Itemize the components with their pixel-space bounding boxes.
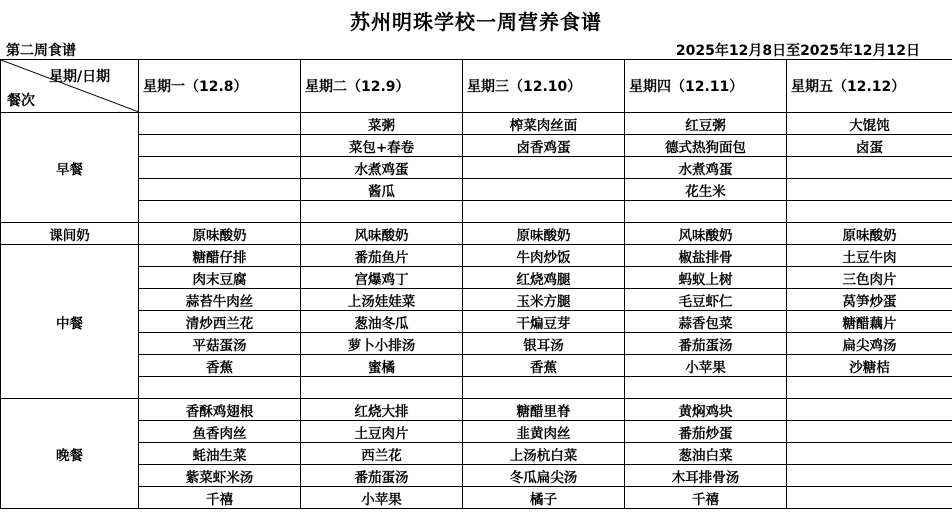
- dinner-dish-fri: [787, 443, 952, 465]
- breakfast-dish-fri: 卤蛋: [787, 135, 952, 157]
- dinner-dish-fri: [787, 487, 952, 509]
- lunch-row: [1, 355, 952, 377]
- lunch-dish-thu: 蒜香包菜: [625, 311, 787, 333]
- milk-dish-fri: 原味酸奶: [787, 223, 952, 245]
- lunch-dish-thu: [625, 377, 787, 399]
- lunch-dish-mon: 清炒西兰花: [139, 311, 301, 333]
- lunch-dish-fri: 三色肉片: [787, 267, 952, 289]
- milk-row: [1, 223, 952, 245]
- dinner-row: [1, 487, 952, 509]
- lunch-dish-tue: 番茄鱼片: [301, 245, 463, 267]
- dinner-dish-fri: [787, 399, 952, 421]
- lunch-dish-wed: 干煸豆芽: [463, 311, 625, 333]
- lunch-dish-fri: 土豆牛肉: [787, 245, 952, 267]
- dinner-dish-tue: 番茄蛋汤: [301, 465, 463, 487]
- dinner-dish-tue: 小苹果: [301, 487, 463, 509]
- lunch-dish-tue: 葱油冬瓜: [301, 311, 463, 333]
- breakfast-dish-tue: 水煮鸡蛋: [301, 157, 463, 179]
- lunch-dish-thu: 椒盐排骨: [625, 245, 787, 267]
- dinner-dish-mon: 香酥鸡翅根: [139, 399, 301, 421]
- breakfast-dish-fri: [787, 179, 952, 201]
- day-header-thu: 星期四（12.11）: [625, 60, 787, 113]
- breakfast-dish-tue: 酱瓜: [301, 179, 463, 201]
- milk-label: 课间奶: [1, 223, 139, 245]
- dinner-dish-wed: 冬瓜扁尖汤: [463, 465, 625, 487]
- lunch-dish-tue: [301, 377, 463, 399]
- day-header-fri: 星期五（12.12）: [787, 60, 952, 113]
- dinner-dish-tue: 红烧大排: [301, 399, 463, 421]
- breakfast-dish-wed: [463, 201, 625, 223]
- breakfast-dish-mon: [139, 113, 301, 135]
- breakfast-dish-tue: 菜包+春卷: [301, 135, 463, 157]
- dinner-dish-fri: [787, 421, 952, 443]
- lunch-dish-tue: 宫爆鸡丁: [301, 267, 463, 289]
- day-axis-label: 星期/日期: [49, 69, 111, 85]
- lunch-dish-mon: 蒜苔牛肉丝: [139, 289, 301, 311]
- breakfast-dish-thu: 红豆粥: [625, 113, 787, 135]
- lunch-dish-wed: 玉米方腿: [463, 289, 625, 311]
- dinner-dish-tue: 西兰花: [301, 443, 463, 465]
- lunch-row: [1, 245, 952, 267]
- dinner-dish-wed: 上汤杭白菜: [463, 443, 625, 465]
- lunch-dish-tue: 蜜橘: [301, 355, 463, 377]
- lunch-dish-wed: [463, 377, 625, 399]
- dinner-dish-thu: 木耳排骨汤: [625, 465, 787, 487]
- lunch-dish-thu: 毛豆虾仁: [625, 289, 787, 311]
- breakfast-dish-fri: [787, 201, 952, 223]
- breakfast-dish-thu: 德式热狗面包: [625, 135, 787, 157]
- breakfast-dish-thu: 花生米: [625, 179, 787, 201]
- lunch-dish-fri: [787, 377, 952, 399]
- dinner-dish-mon: 千禧: [139, 487, 301, 509]
- breakfast-row: [1, 179, 952, 201]
- page-title: 苏州明珠学校一周营养食谱: [350, 10, 602, 34]
- lunch-dish-mon: 平菇蛋汤: [139, 333, 301, 355]
- lunch-row: [1, 267, 952, 289]
- dinner-dish-mon: 蚝油生菜: [139, 443, 301, 465]
- lunch-dish-wed: 红烧鸡腿: [463, 267, 625, 289]
- lunch-dish-fri: 沙糖桔: [787, 355, 952, 377]
- lunch-dish-wed: 银耳汤: [463, 333, 625, 355]
- breakfast-dish-thu: 水煮鸡蛋: [625, 157, 787, 179]
- dinner-label: 晚餐: [1, 399, 139, 509]
- breakfast-dish-mon: [139, 201, 301, 223]
- breakfast-dish-wed: [463, 157, 625, 179]
- dinner-row: [1, 421, 952, 443]
- lunch-row: [1, 377, 952, 399]
- lunch-row: [1, 289, 952, 311]
- lunch-label: 中餐: [1, 245, 139, 399]
- breakfast-dish-mon: [139, 135, 301, 157]
- day-header-tue: 星期二（12.9）: [301, 60, 463, 113]
- week-label: 第二周食谱: [6, 43, 76, 59]
- lunch-dish-tue: 上汤娃娃菜: [301, 289, 463, 311]
- dinner-dish-wed: 韭黄肉丝: [463, 421, 625, 443]
- dinner-dish-mon: 紫菜虾米汤: [139, 465, 301, 487]
- dinner-dish-thu: 黄焖鸡块: [625, 399, 787, 421]
- meal-axis-label: 餐次: [7, 93, 35, 109]
- dinner-dish-mon: 鱼香肉丝: [139, 421, 301, 443]
- dinner-dish-tue: 土豆肉片: [301, 421, 463, 443]
- date-range: 2025年12月8日至2025年12月12日: [675, 43, 920, 59]
- breakfast-dish-tue: 菜粥: [301, 113, 463, 135]
- breakfast-dish-thu: [625, 201, 787, 223]
- breakfast-dish-mon: [139, 179, 301, 201]
- dinner-dish-fri: [787, 465, 952, 487]
- lunch-dish-wed: 香蕉: [463, 355, 625, 377]
- day-header-wed: 星期三（12.10）: [463, 60, 625, 113]
- dinner-dish-wed: 糖醋里脊: [463, 399, 625, 421]
- lunch-dish-mon: [139, 377, 301, 399]
- lunch-dish-mon: 肉末豆腐: [139, 267, 301, 289]
- day-header-mon: 星期一（12.8）: [139, 60, 301, 113]
- breakfast-label: 早餐: [1, 113, 139, 223]
- lunch-row: [1, 333, 952, 355]
- dinner-dish-thu: 番茄炒蛋: [625, 421, 787, 443]
- breakfast-dish-fri: [787, 157, 952, 179]
- milk-dish-thu: 风味酸奶: [625, 223, 787, 245]
- lunch-row: [1, 311, 952, 333]
- breakfast-dish-fri: 大馄饨: [787, 113, 952, 135]
- breakfast-dish-mon: [139, 157, 301, 179]
- lunch-dish-thu: 番茄蛋汤: [625, 333, 787, 355]
- breakfast-dish-tue: [301, 201, 463, 223]
- header-corner: [1, 60, 139, 113]
- lunch-dish-mon: 糖醋仔排: [139, 245, 301, 267]
- lunch-dish-wed: 牛肉炒饭: [463, 245, 625, 267]
- menu-table: [0, 59, 952, 509]
- milk-dish-mon: 原味酸奶: [139, 223, 301, 245]
- breakfast-dish-wed: [463, 179, 625, 201]
- milk-dish-wed: 原味酸奶: [463, 223, 625, 245]
- lunch-dish-mon: 香蕉: [139, 355, 301, 377]
- breakfast-row: [1, 201, 952, 223]
- header-row: [1, 60, 952, 113]
- lunch-dish-thu: 蚂蚁上树: [625, 267, 787, 289]
- breakfast-dish-wed: 卤香鸡蛋: [463, 135, 625, 157]
- dinner-dish-wed: 橘子: [463, 487, 625, 509]
- lunch-dish-fri: 糖醋藕片: [787, 311, 952, 333]
- lunch-dish-fri: 扁尖鸡汤: [787, 333, 952, 355]
- lunch-dish-tue: 萝卜小排汤: [301, 333, 463, 355]
- dinner-row: [1, 465, 952, 487]
- breakfast-row: [1, 113, 952, 135]
- breakfast-dish-wed: 榨菜肉丝面: [463, 113, 625, 135]
- lunch-dish-thu: 小苹果: [625, 355, 787, 377]
- dinner-row: [1, 399, 952, 421]
- dinner-dish-thu: 葱油白菜: [625, 443, 787, 465]
- milk-dish-tue: 风味酸奶: [301, 223, 463, 245]
- breakfast-row: [1, 157, 952, 179]
- lunch-dish-fri: 莴笋炒蛋: [787, 289, 952, 311]
- dinner-row: [1, 443, 952, 465]
- breakfast-row: [1, 135, 952, 157]
- dinner-dish-thu: 千禧: [625, 487, 787, 509]
